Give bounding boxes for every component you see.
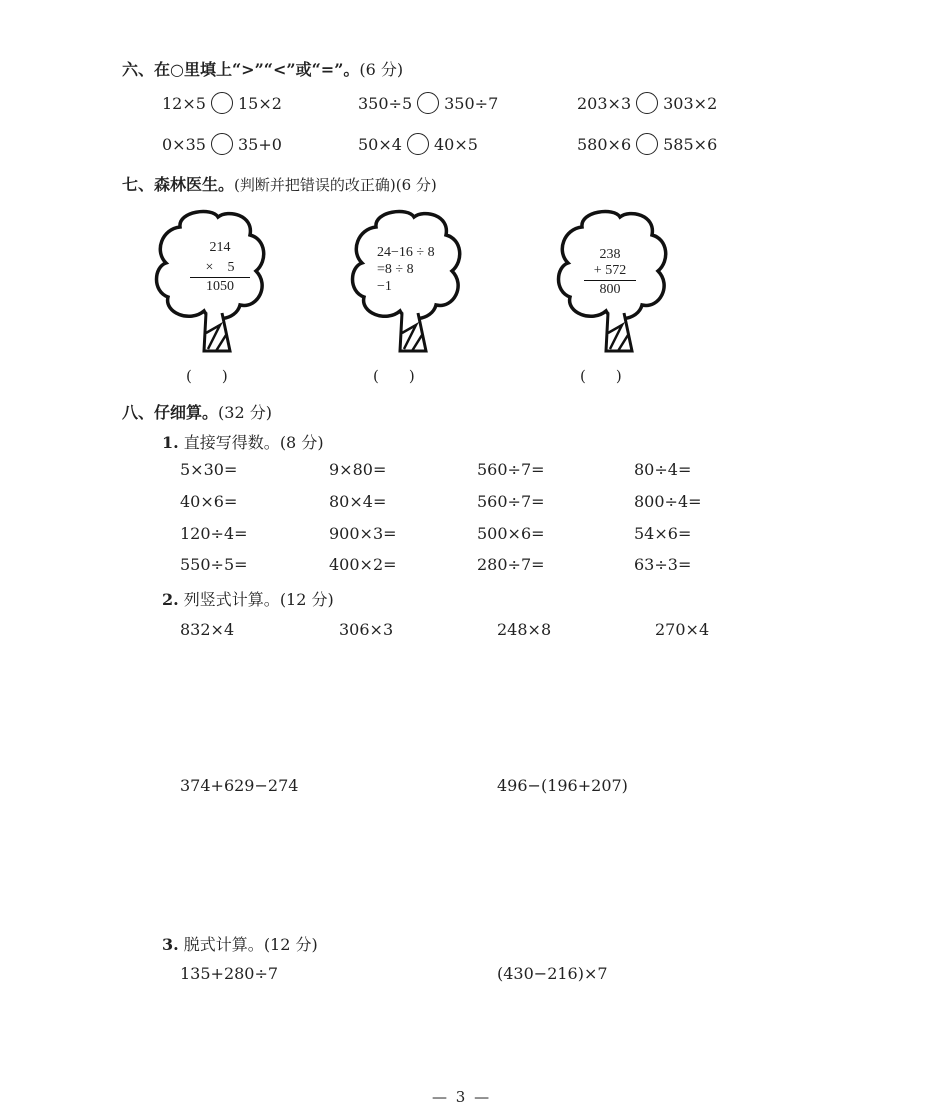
section-7-points: (判断并把错误的改正确)(6 分): [234, 176, 437, 194]
vertical-line: × 5: [205, 260, 235, 275]
vertical-result: 800: [584, 280, 636, 298]
tree-2-problem: [377, 244, 435, 295]
compare-right: 40×5: [433, 134, 478, 154]
tree-3-problem: [584, 247, 636, 298]
tree-1-problem: [190, 240, 250, 295]
oral-problem: 560÷7=: [477, 460, 545, 479]
compare-item: [162, 133, 282, 155]
answer-circle[interactable]: [407, 133, 429, 155]
section-8-points: (32 分): [218, 403, 272, 422]
section-8-title: 八、仔细算。: [122, 403, 219, 422]
section-6-points: (6 分): [359, 60, 404, 79]
compare-right: 303×2: [663, 93, 718, 113]
oral-problem: 63÷3=: [634, 555, 692, 574]
answer-paren[interactable]: ( ): [373, 367, 415, 385]
column-problem: 832×4: [180, 620, 235, 639]
section-7-heading: [122, 172, 437, 195]
column-problem: 374+629−274: [180, 776, 299, 795]
part-number: 3.: [162, 935, 179, 954]
compare-right: 15×2: [237, 93, 282, 113]
page-number: — 3 —: [432, 1088, 492, 1106]
compare-left: 0×35: [162, 134, 206, 154]
part-title: 脱式计算。: [183, 935, 264, 954]
oral-problem: 800÷4=: [634, 492, 702, 511]
answer-circle[interactable]: [636, 133, 658, 155]
column-problem: 496−(196+207): [497, 776, 628, 795]
part-points: (8 分): [279, 433, 324, 452]
part-points: (12 分): [263, 935, 318, 954]
compare-left: 350÷5: [358, 93, 413, 113]
oral-problem: 560÷7=: [477, 492, 545, 511]
compare-right: 350÷7: [444, 93, 499, 113]
part-number: 2.: [162, 590, 179, 609]
section-7-title: 七、森林医生。: [122, 175, 235, 194]
answer-paren[interactable]: ( ): [580, 367, 622, 385]
part-3-heading: [162, 932, 318, 955]
answer-circle[interactable]: [211, 92, 233, 114]
compare-right: 35+0: [237, 134, 282, 154]
part-title: 直接写得数。: [183, 433, 280, 452]
oral-problem: 40×6=: [180, 492, 238, 511]
answer-paren[interactable]: ( ): [186, 367, 228, 385]
vertical-result: 1050: [190, 277, 250, 295]
part-points: (12 分): [279, 590, 334, 609]
answer-circle[interactable]: [417, 92, 439, 114]
section-6-title: 六、在○里填上“>”“<”或“=”。: [122, 60, 360, 79]
oral-problem: 80÷4=: [634, 460, 692, 479]
expression-line: 24−16 ÷ 8: [377, 245, 435, 260]
oral-problem: 900×3=: [329, 524, 397, 543]
oral-problem: 500×6=: [477, 524, 545, 543]
oral-problem: 400×2=: [329, 555, 397, 574]
compare-item: [358, 133, 478, 155]
step-problem: (430−216)×7: [497, 964, 608, 983]
answer-circle[interactable]: [211, 133, 233, 155]
compare-item: [577, 92, 717, 114]
compare-left: 12×5: [162, 93, 206, 113]
oral-problem: 120÷4=: [180, 524, 248, 543]
compare-left: 580×6: [577, 134, 632, 154]
compare-left: 203×3: [577, 93, 632, 113]
oral-problem: 280÷7=: [477, 555, 545, 574]
column-problem: 248×8: [497, 620, 552, 639]
oral-problem: 5×30=: [180, 460, 238, 479]
vertical-line: 238: [599, 247, 621, 262]
section-6-heading: [122, 57, 403, 80]
vertical-line: 214: [209, 240, 231, 255]
part-2-heading: [162, 587, 334, 610]
compare-right: 585×6: [663, 134, 718, 154]
compare-item: [162, 92, 282, 114]
compare-left: 50×4: [358, 134, 402, 154]
expression-line: −1: [377, 279, 392, 294]
column-problem: 306×3: [339, 620, 394, 639]
part-title: 列竖式计算。: [183, 590, 280, 609]
part-1-heading: [162, 430, 324, 453]
answer-circle[interactable]: [636, 92, 658, 114]
expression-line: =8 ÷ 8: [377, 262, 414, 277]
compare-item: [577, 133, 717, 155]
compare-item: [358, 92, 498, 114]
step-problem: 135+280÷7: [180, 964, 279, 983]
vertical-line: + 572: [593, 263, 627, 278]
part-number: 1.: [162, 433, 179, 452]
section-8-heading: [122, 400, 272, 423]
oral-problem: 550÷5=: [180, 555, 248, 574]
column-problem: 270×4: [655, 620, 710, 639]
oral-problem: 9×80=: [329, 460, 387, 479]
oral-problem: 80×4=: [329, 492, 387, 511]
oral-problem: 54×6=: [634, 524, 692, 543]
